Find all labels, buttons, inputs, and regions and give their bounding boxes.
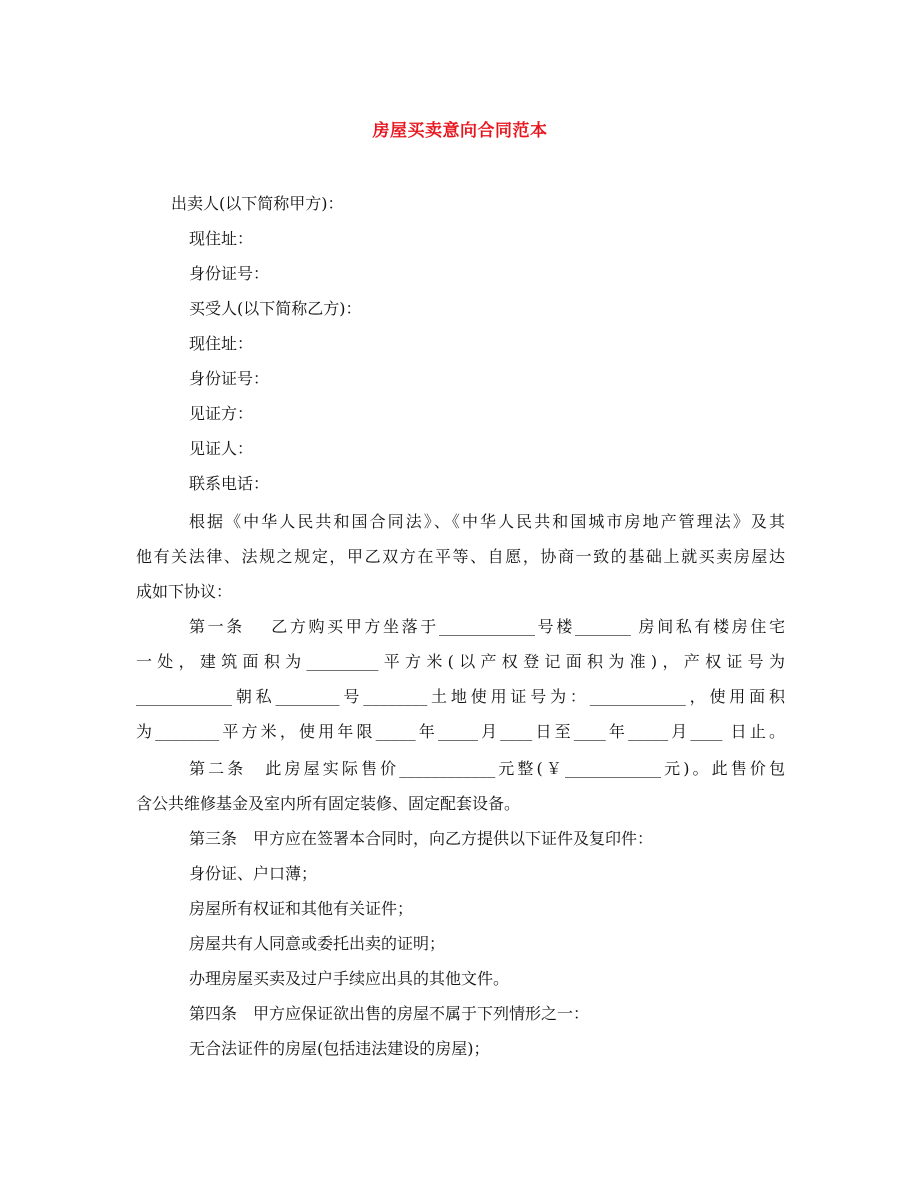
article-1-line-4: 为________平方米，使用年限_____年_____月____日至____年_____月____ 日止。 [136,722,785,741]
article-4-item-1: 无合法证件的房屋(包括违法建设的房屋)； [189,1039,490,1058]
phone-label: 联系电话： [189,474,270,493]
seller-label: 出卖人(以下简称甲方)： [171,194,344,213]
document-title: 房屋买卖意向合同范本 [372,121,548,141]
seller-id-label: 身份证号： [189,264,270,283]
article-3-item-4: 办理房屋买卖及过户手续应出具的其他文件。 [189,969,510,988]
article-3-item-1: 身份证、户口薄； [189,864,318,883]
seller-address-label: 现住址： [189,229,254,248]
article-2-line-2: 含公共维修基金及室内所有固定装修、固定配套设备。 [136,794,521,813]
preamble-line-1: 根据《中华人民共和国合同法》、《中华人民共和国城市房地产管理法》及其 [189,512,785,531]
article-4-heading: 第四条 甲方应保证欲出售的房屋不属于下列情形之一： [189,1004,590,1023]
witness-party-label: 见证方： [189,404,254,423]
witness-person-label: 见证人： [189,439,254,458]
buyer-id-label: 身份证号： [189,369,270,388]
preamble-line-3: 成如下协议： [136,582,233,601]
article-2-line-1: 第二条 此房屋实际售价____________元整(￥____________元)。此售价包 [189,759,785,778]
article-3-item-3: 房屋共有人同意或委托出卖的证明； [189,934,446,953]
article-1-line-3: ____________朝私________号________土地使用证号为：____________，使用面积 [136,687,785,706]
buyer-label: 买受人(以下简称乙方)： [189,299,362,318]
article-3-heading: 第三条 甲方应在签署本合同时，向乙方提供以下证件及复印件： [189,829,654,848]
buyer-address-label: 现住址： [189,334,254,353]
article-1-line-2: 一处，建筑面积为_________平方米(以产权登记面积为准)，产权证号为 [136,652,785,671]
article-1-line-1: 第一条 乙方购买甲方坐落于____________号楼_______ 房间私有楼房住宅 [189,617,785,636]
article-3-item-2: 房屋所有权证和其他有关证件； [189,899,414,918]
preamble-line-2: 他有关法律、法规之规定，甲乙双方在平等、自愿，协商一致的基础上就买卖房屋达 [136,547,785,566]
